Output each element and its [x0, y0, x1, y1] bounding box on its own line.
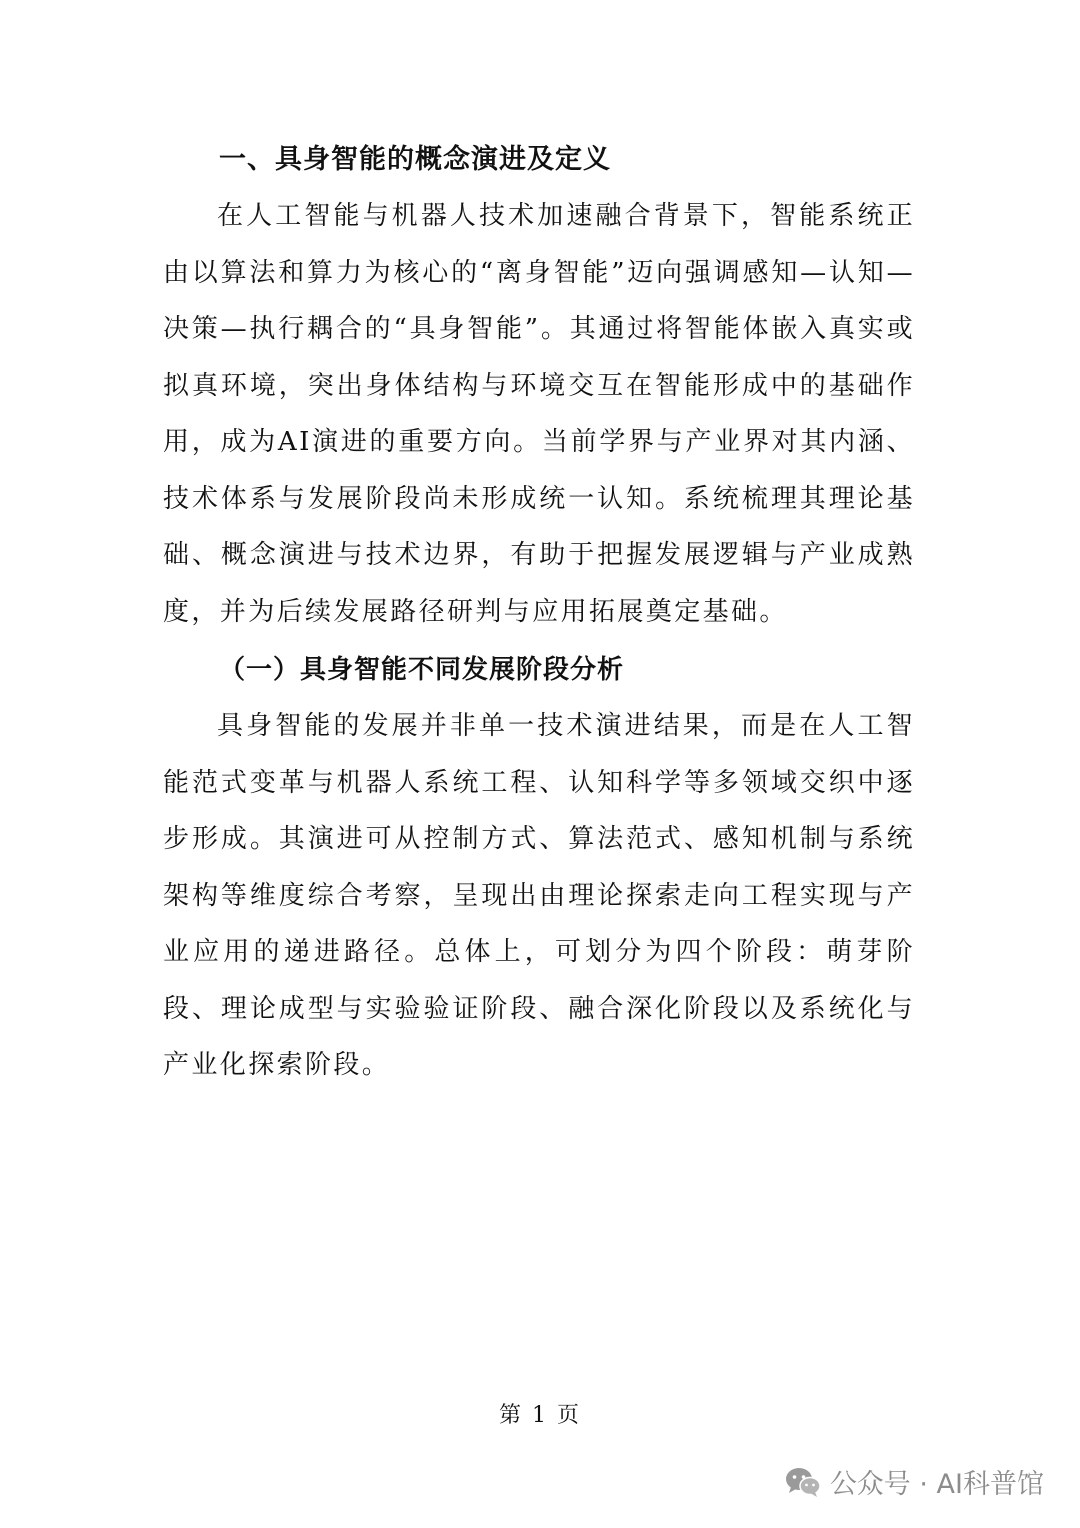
- page-number: 第 1 页: [499, 1403, 581, 1428]
- paragraph-stages: 具身智能的发展并非单一技术演进结果，而是在人工智能范式变革与机器人系统工程、认知科学等多领域交织中逐步形成。其演进可从控制方式、算法范式、感知机制与系统架构等维度综合考察，呈现出由理论探索走向工程实现与产业应用的递进路径。总体上，可划分为四个阶段：萌芽阶段、理论成型与实验验证阶段、融合深化阶段以及系统化与产业化探索阶段。: [163, 711, 915, 1080]
- paragraph-intro: 在人工智能与机器人技术加速融合背景下，智能系统正由以算法和算力为核心的“离身智能”迈向强调感知—认知—决策—执行耦合的“具身智能”。其通过将智能体嵌入真实或拟真环境，突出身体结构与环境交互在智能形成中的基础作用，成为AI演进的重要方向。当前学界与产业界对其内涵、技术体系与发展阶段尚未形成统一认知。系统梳理其理论基础、概念演进与技术边界，有助于把握发展逻辑与产业成熟度，并为后续发展路径研判与应用拓展奠定基础。: [163, 201, 915, 627]
- document-body: [163, 138, 915, 1094]
- watermark-text: 公众号 · AI科普馆: [829, 1469, 1044, 1500]
- section-heading: 一、具身智能的概念演进及定义: [219, 144, 611, 175]
- wechat-icon: [784, 1466, 822, 1498]
- subsection-heading: （一）具身智能不同发展阶段分析: [219, 655, 625, 685]
- watermark: [784, 1462, 1044, 1501]
